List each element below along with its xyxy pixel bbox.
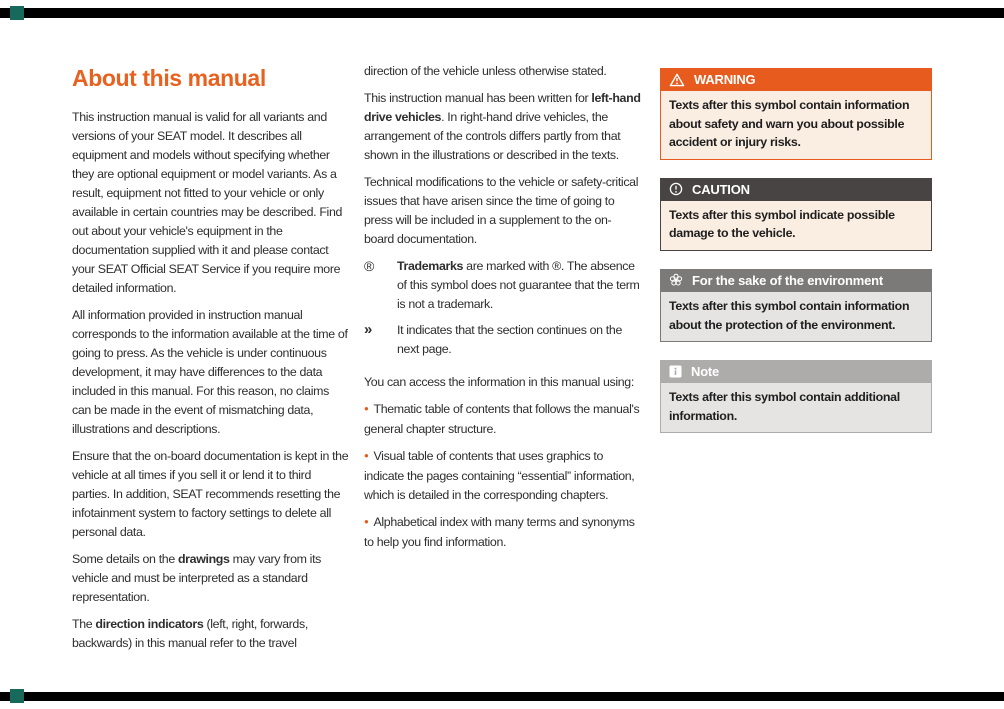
note-box bbox=[660, 360, 932, 433]
text-run: may vary from its vehicle and must be interpreted as a standard representation. bbox=[72, 552, 322, 604]
text-run: Alphabetical index with many terms and synonyms to help you find information. bbox=[364, 515, 635, 549]
bold-text-run: left-hand drive vehicles bbox=[364, 91, 641, 124]
registered-trademark-symbol: ® bbox=[364, 258, 374, 274]
environment-box bbox=[660, 269, 932, 342]
middle-column-text bbox=[364, 62, 641, 552]
middle-column bbox=[364, 62, 641, 560]
text-run: You can access the information in this manual using: bbox=[364, 375, 634, 389]
bold-text-run: drawings bbox=[177, 552, 230, 566]
text-run: . In right-hand drive vehicles, the arrangement of the controls differs partly from that shown in the illustrations or described in the texts. bbox=[364, 110, 621, 162]
text-run: Thematic table of contents that follows the manual's general chapter structure. bbox=[364, 402, 640, 436]
left-column bbox=[72, 64, 349, 661]
paragraph bbox=[72, 306, 349, 439]
bottom-rule bbox=[0, 692, 1004, 701]
symbol-item bbox=[364, 321, 641, 359]
warning-triangle-icon bbox=[669, 73, 685, 87]
bullet-item bbox=[364, 447, 641, 505]
symbol-item-text bbox=[397, 257, 641, 314]
chapter-tab-top bbox=[10, 6, 24, 20]
paragraph bbox=[364, 373, 641, 392]
text-run: The bbox=[72, 617, 96, 631]
text-run: Some details on the bbox=[72, 552, 178, 566]
warning-box-title: WARNING bbox=[694, 72, 756, 87]
text-run: Visual table of contents that uses graphics to indicate the pages containing “essential” information, which is detailed in the corresponding chapters. bbox=[364, 449, 635, 502]
paragraph bbox=[364, 62, 641, 81]
top-rule bbox=[0, 8, 1004, 18]
section-continues-symbol: » bbox=[364, 321, 372, 338]
text-run: It indicates that the section continues on the next page. bbox=[397, 323, 622, 356]
chapter-tab-bottom bbox=[10, 689, 24, 703]
note-box-body: Texts after this symbol contain additional information. bbox=[660, 383, 932, 433]
text-run: Technical modifications to the vehicle or safety-critical issues that have arisen since the time of going to press will be included in a supplement to the on-board documentation. bbox=[364, 175, 639, 246]
symbol-item-text bbox=[397, 321, 641, 359]
text-run: Ensure that the on-board documentation is kept in the vehicle at all times if you sell it or lend it to third parties. In addition, SEAT recommends resetting the infotainment system to factory settings to delete all personal data. bbox=[72, 449, 349, 539]
bullet-item bbox=[364, 513, 641, 552]
text-run: are marked with ®. The absence of this symbol does not guarantee that the term is not a trademark. bbox=[397, 259, 640, 311]
symbol-item bbox=[364, 257, 641, 314]
page-title: About this manual bbox=[72, 65, 266, 91]
right-column bbox=[660, 68, 932, 451]
bullet-icon: ● bbox=[364, 404, 369, 413]
info-square-icon bbox=[669, 365, 682, 378]
text-run: (left, right, forwards, backwards) in this manual refer to the travel bbox=[72, 617, 308, 650]
caution-box bbox=[660, 178, 932, 251]
flower-icon bbox=[669, 273, 683, 287]
text-run: This instruction manual has been written for bbox=[364, 91, 592, 105]
caution-box-title: CAUTION bbox=[692, 181, 750, 197]
text-run: All information provided in instruction manual corresponds to the information available at the time of going to press. As the vehicle is under continuous development, it may have differences to the data included in this manual. For this reason, no claims can be made in the event of mismatching data, illustrations and descriptions. bbox=[72, 308, 348, 436]
caution-box-body: Texts after this symbol indicate possible damage to the vehicle. bbox=[660, 201, 932, 251]
bold-text-run: Trademarks bbox=[397, 259, 464, 273]
paragraph bbox=[364, 89, 641, 165]
warning-box-body: Texts after this symbol contain information about safety and warn you about possible accident or injury risks. bbox=[660, 91, 932, 160]
environment-box-body: Texts after this symbol contain information about the protection of the environment. bbox=[660, 292, 932, 342]
text-run: This instruction manual is valid for all variants and versions of your SEAT model. It describes all equipment and models without specifying whether they are optional equipment or model variants. As a result, equipment not fitted to your vehicle or only available in certain countries may be described. Find out about your vehicle's equipment in the documentation supplied with it and please contact your SEAT Official SEAT Service if you require more detailed information. bbox=[72, 110, 343, 295]
text-run: direction of the vehicle unless otherwise stated. bbox=[364, 64, 607, 78]
warning-box bbox=[660, 68, 932, 160]
paragraph bbox=[364, 173, 641, 249]
paragraph bbox=[72, 108, 349, 298]
bullet-item bbox=[364, 400, 641, 439]
note-box-header bbox=[660, 360, 932, 383]
environment-box-title: For the sake of the environment bbox=[692, 272, 884, 288]
left-column-text bbox=[72, 108, 349, 653]
environment-box-header bbox=[660, 269, 932, 292]
exclamation-circle-icon bbox=[669, 182, 683, 196]
warning-box-header bbox=[660, 68, 932, 91]
bold-text-run: direction indicators bbox=[95, 617, 204, 631]
bullet-icon: ● bbox=[364, 451, 369, 460]
paragraph bbox=[72, 447, 349, 542]
paragraph bbox=[72, 615, 349, 653]
caution-box-header bbox=[660, 178, 932, 201]
note-box-title: Note bbox=[691, 364, 720, 380]
bullet-icon: ● bbox=[364, 517, 369, 526]
paragraph bbox=[72, 550, 349, 607]
